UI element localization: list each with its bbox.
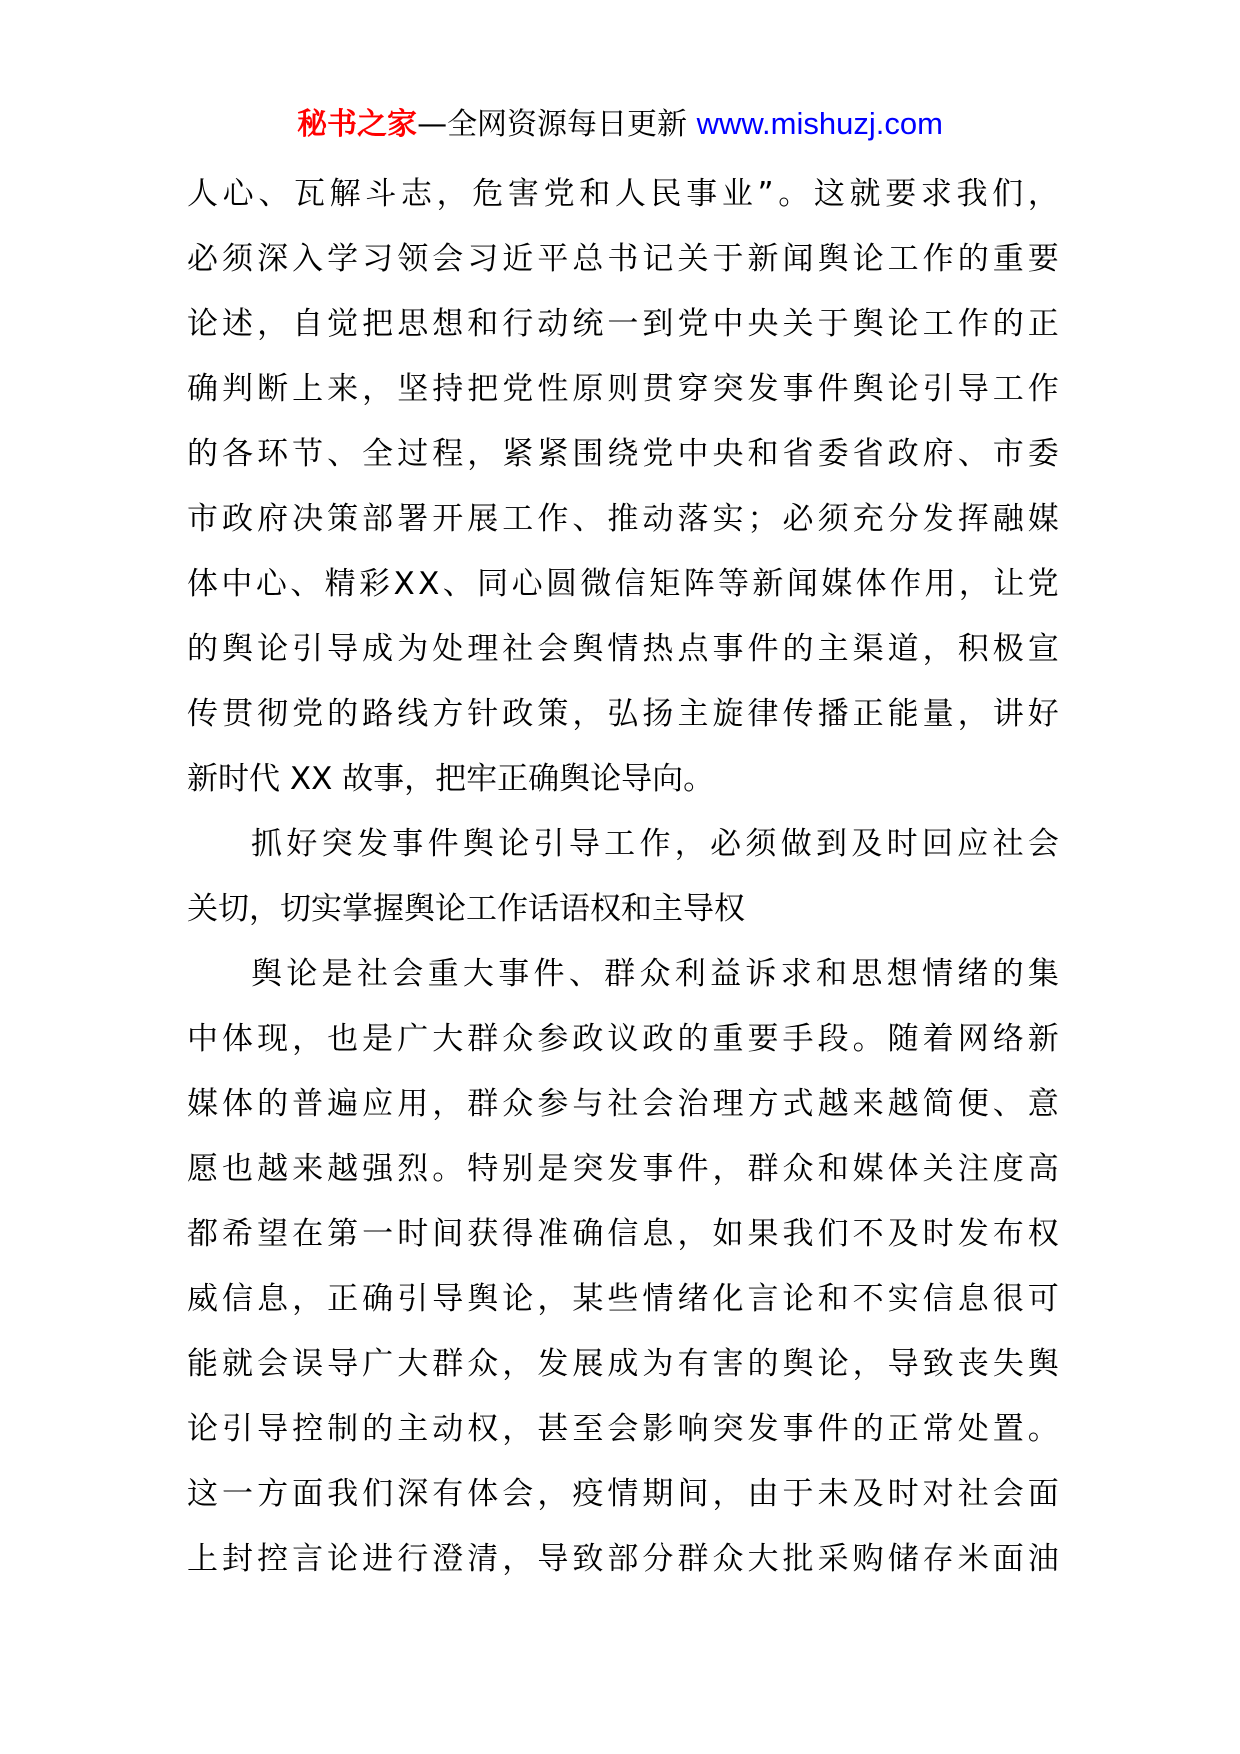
text-line: 上 封 控 言 论 进 行 澄 清 ， 导 致 部 分 群 众 大 批 采 购 储 存 米 面 油 [187, 1541, 1059, 1577]
text-line: 舆 论 是 社 会 重 大 事 件 、 群 众 利 益 诉 求 和 思 想 情 绪 的 集 [251, 956, 1059, 992]
brand-name: 秘书之家 [297, 107, 418, 142]
text-line: 新时代 XX 故事，把牢正确舆论导向。 [187, 761, 715, 797]
text-line: 中 体 现 ， 也 是 广 大 群 众 参 政 议 政 的 重 要 手 段 。 随 着 网 络 新 [187, 1021, 1059, 1057]
text-line: 论 引 导 控 制 的 主 动 权 ， 甚 至 会 影 响 突 发 事 件 的 正 常 处 置 。 [187, 1411, 1059, 1447]
text-line: 论 述 ， 自 觉 把 思 想 和 行 动 统 一 到 党 中 央 关 于 舆 论 工 作 的 正 [187, 306, 1059, 342]
text-line: 的 舆 论 引 导 成 为 处 理 社 会 舆 情 热 点 事 件 的 主 渠 道 ， 积 极 宣 [187, 631, 1059, 667]
text-line: 抓 好 突 发 事 件 舆 论 引 导 工 作 ， 必 须 做 到 及 时 回 应 社 会 [251, 826, 1059, 862]
text-line: 确 判 断 上 来 ， 坚 持 把 党 性 原 则 贯 穿 突 发 事 件 舆 论 引 导 工 作 [187, 371, 1059, 407]
text-line: 能 就 会 误 导 广 大 群 众 ， 发 展 成 为 有 害 的 舆 论 ， 导 致 丧 失 舆 [187, 1346, 1059, 1382]
document-body [187, 162, 1059, 1592]
site-header [0, 104, 1240, 145]
text-line: 传 贯 彻 党 的 路 线 方 针 政 策 ， 弘 扬 主 旋 律 传 播 正 能 量 ， 讲 好 [187, 696, 1059, 732]
site-url-link[interactable]: www.mishuzj.com [696, 106, 943, 141]
text-line: 关切，切实掌握舆论工作话语权和主导权 [187, 891, 745, 927]
text-line: 必 须 深 入 学 习 领 会 习 近 平 总 书 记 关 于 新 闻 舆 论 工 作 的 重 要 [187, 241, 1059, 277]
text-line: 市 政 府 决 策 部 署 开 展 工 作 、 推 动 落 实 ； 必 须 充 分 发 挥 融 媒 [187, 501, 1059, 537]
text-line: 威 信 息 ， 正 确 引 导 舆 论 ， 某 些 情 绪 化 言 论 和 不 实 信 息 很 可 [187, 1281, 1059, 1317]
text-line: 愿 也 越 来 越 强 烈 。 特 别 是 突 发 事 件 ， 群 众 和 媒 体 关 注 度 高 [187, 1151, 1059, 1187]
text-line: 的 各 环 节 、 全 过 程 ， 紧 紧 围 绕 党 中 央 和 省 委 省 政 府 、 市 委 [187, 436, 1059, 472]
text-line: 体 中 心 、 精 彩 X X 、 同 心 圆 微 信 矩 阵 等 新 闻 媒 体 作 用 ， 让 党 [187, 566, 1059, 602]
text-line: 媒 体 的 普 遍 应 用 ， 群 众 参 与 社 会 治 理 方 式 越 来 越 简 便 、 意 [187, 1086, 1059, 1122]
text-line: 人 心 、 瓦 解 斗 志 ， 危 害 党 和 人 民 事 业 ” 。 这 就 要 求 我 们 ， [187, 176, 1059, 212]
header-tagline: —全网资源每日更新 [417, 107, 688, 142]
text-line: 都 希 望 在 第 一 时 间 获 得 准 确 信 息 ， 如 果 我 们 不 及 时 发 布 权 [187, 1216, 1059, 1252]
text-line: 这 一 方 面 我 们 深 有 体 会 ， 疫 情 期 间 ， 由 于 未 及 时 对 社 会 面 [187, 1476, 1059, 1512]
